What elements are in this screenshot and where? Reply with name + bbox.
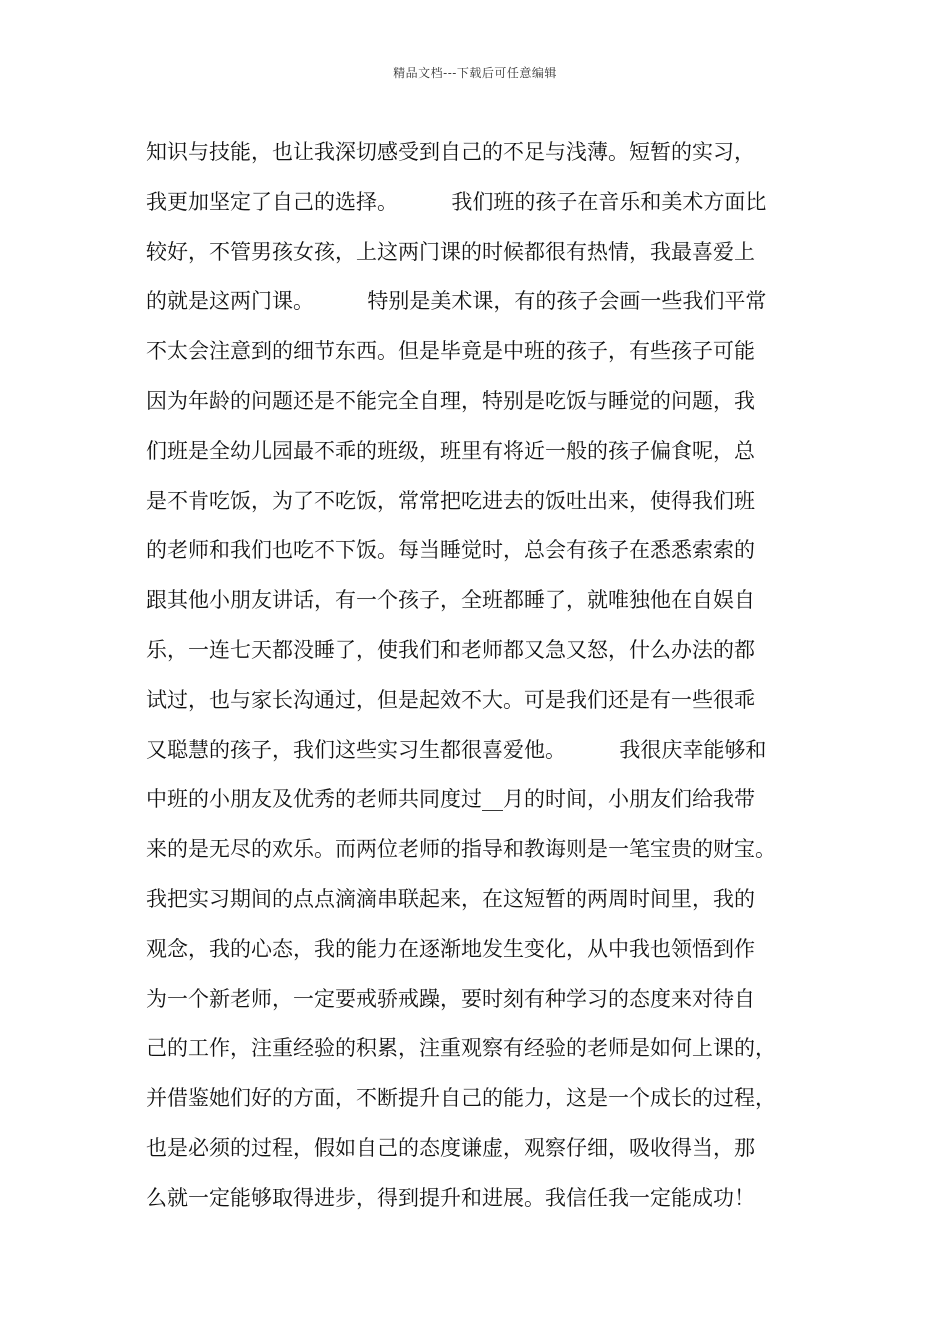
- text-line: 是不肯吃饭，为了不吃饭，常常把吃进去的饭吐出来，使得我们班: [146, 488, 755, 513]
- text-line: 我把实习期间的点点滴滴串联起来，在这短暂的两周时间里，我的: [146, 886, 755, 911]
- text-line: 们班是全幼儿园最不乖的班级，班里有将近一般的孩子偏食呢，总: [146, 438, 755, 463]
- text-line: 的老师和我们也吃不下饭。每当睡觉时，总会有孩子在悉悉索索的: [146, 538, 755, 563]
- text-line: 较好，不管男孩女孩，上这两门课的时候都很有热情，我最喜爱上: [146, 239, 755, 264]
- text-line: 并借鉴她们好的方面，不断提升自己的能力，这是一个成长的过程，: [146, 1086, 776, 1111]
- text-line: 跟其他小朋友讲话，有一个孩子，全班都睡了，就唯独他在自娱自: [146, 588, 755, 613]
- text-line: 中班的小朋友及优秀的老师共同度过__月的时间，小朋友们给我带: [146, 787, 755, 812]
- text-line: 己的工作，注重经验的积累，注重观察有经验的老师是如何上课的，: [146, 1036, 776, 1061]
- text-line: 不太会注意到的细节东西。但是毕竟是中班的孩子，有些孩子可能: [146, 339, 755, 364]
- text-line: 试过，也与家长沟通过，但是起效不大。可是我们还是有一些很乖: [146, 687, 755, 712]
- document-header: 精品文档---下载后可任意编辑: [393, 66, 557, 80]
- text-line: 来的是无尽的欢乐。而两位老师的指导和教诲则是一笔宝贵的财宝。: [146, 837, 776, 862]
- text-line: 知识与技能，也让我深切感受到自己的不足与浅薄。短暂的实习，: [146, 140, 755, 164]
- text-line: 观念，我的心态，我的能力在逐渐地发生变化，从中我也领悟到作: [146, 936, 755, 961]
- text-line: 么就一定能够取得进步，得到提升和进展。我信任我一定能成功！: [146, 1185, 755, 1210]
- text-line: 为一个新老师，一定要戒骄戒躁，要时刻有种学习的态度来对待自: [146, 986, 755, 1011]
- text-line: 因为年龄的问题还是不能完全自理，特别是吃饭与睡觉的问题，我: [146, 388, 755, 413]
- text-line: 又聪慧的孩子，我们这些实习生都很喜爱他。 我很庆幸能够和: [146, 737, 767, 762]
- document-body: [146, 128, 826, 1224]
- text-line: 的就是这两门课。 特别是美术课，有的孩子会画一些我们平常: [146, 289, 767, 314]
- text-line: 我更加坚定了自己的选择。 我们班的孩子在音乐和美术方面比: [146, 189, 767, 214]
- text-line: 乐，一连七天都没睡了，使我们和老师都又急又怒，什么办法的都: [146, 637, 755, 662]
- text-line: 也是必须的过程，假如自己的态度谦虚，观察仔细，吸收得当，那: [146, 1135, 755, 1160]
